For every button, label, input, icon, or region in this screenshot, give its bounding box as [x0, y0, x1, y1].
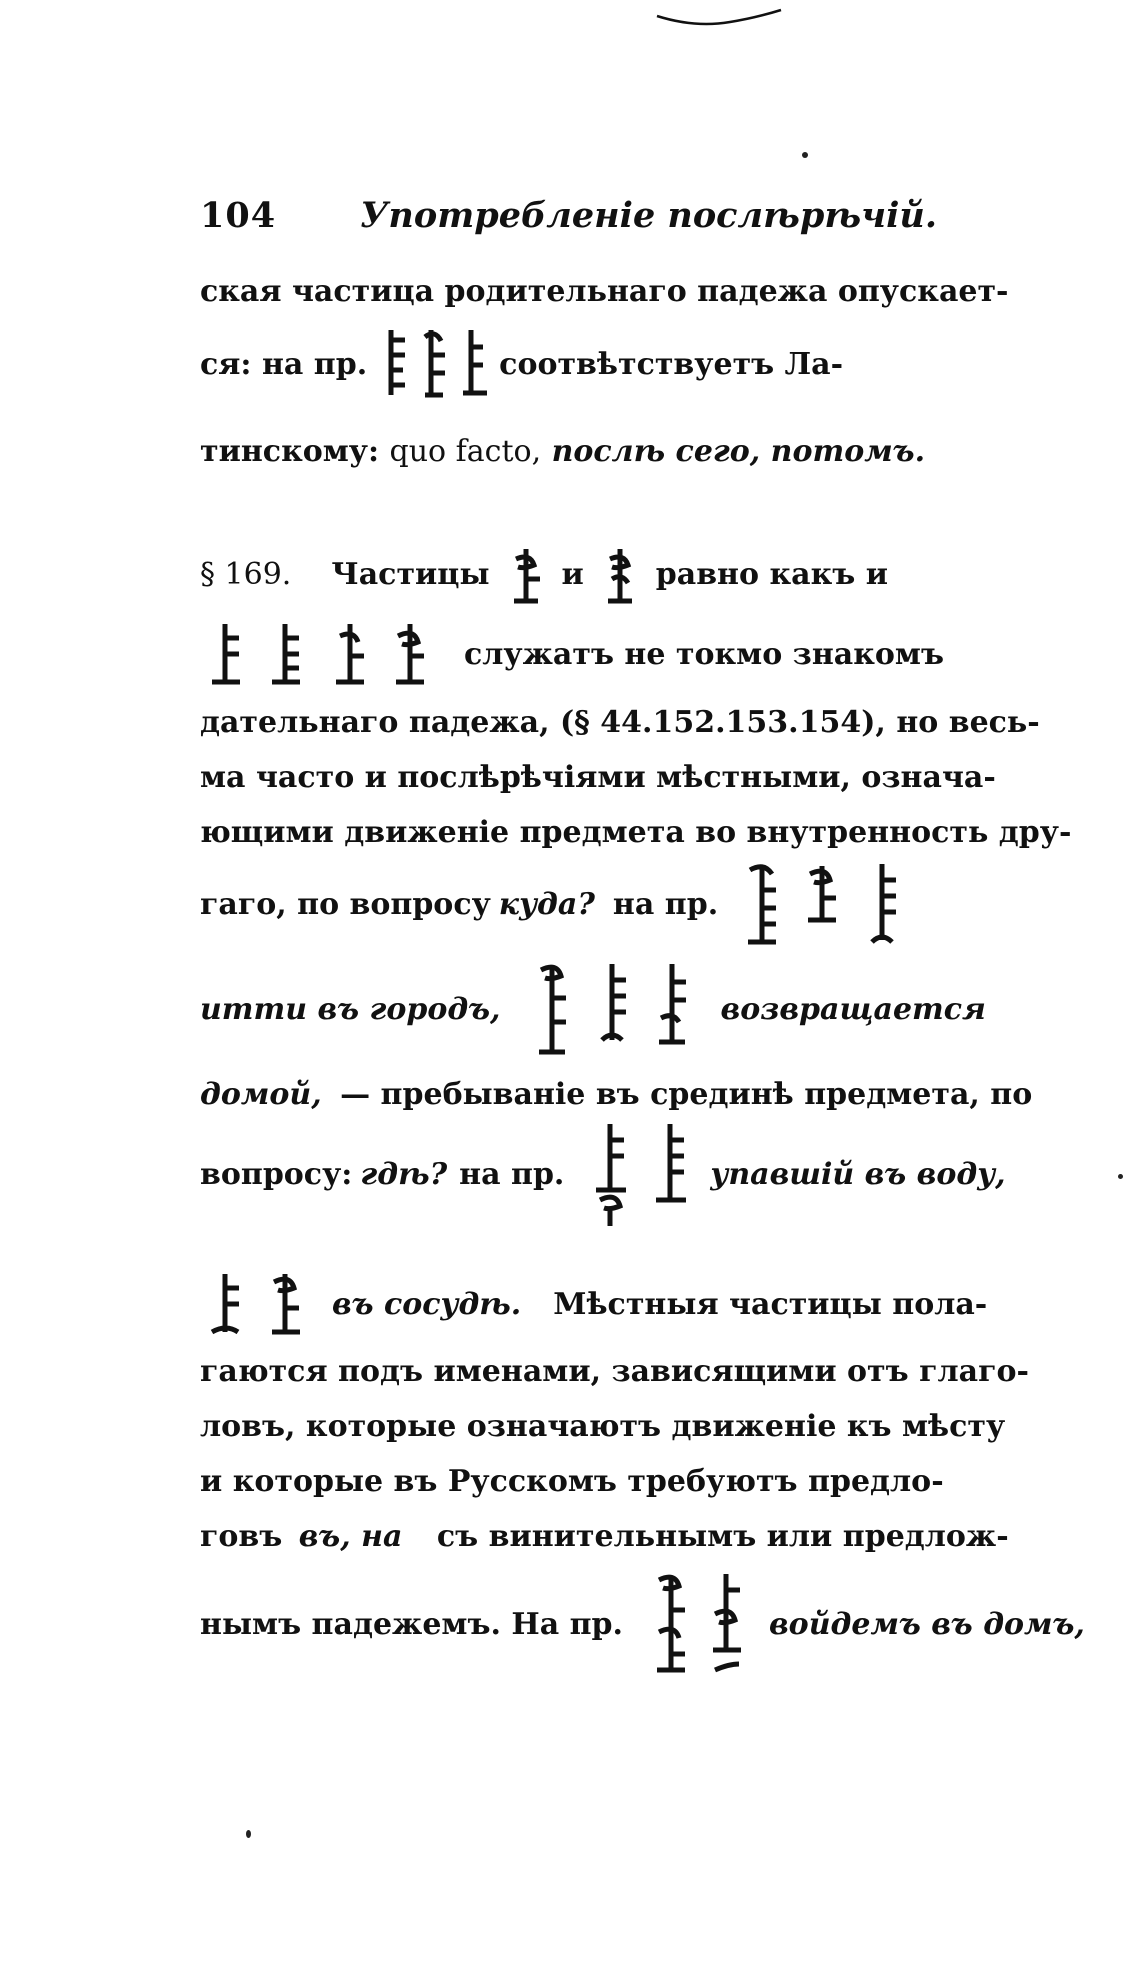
- page-number: 104: [200, 195, 277, 236]
- text-run-italic: въ, на: [298, 1519, 403, 1554]
- text-line: [200, 1462, 1030, 1502]
- text-run: ся: на пр.: [200, 347, 368, 382]
- text-run-italic: гдѣ?: [360, 1157, 448, 1192]
- mongolian-word-glyph: [732, 860, 912, 950]
- text-line: [200, 545, 1030, 605]
- text-run: ловъ, которые означаютъ движеніе къ мѣсту: [200, 1409, 1006, 1444]
- mongolian-word-glyph: [580, 1120, 700, 1230]
- text-run: и которые въ Русскомъ требуютъ предло-: [200, 1464, 944, 1499]
- text-run: на пр.: [612, 887, 719, 922]
- text-run: ющими движеніе предмета во внутренность дру-: [200, 815, 1072, 850]
- text-run: quo facto,: [389, 434, 542, 469]
- speck: [802, 152, 808, 158]
- text-run-italic: въ сосудѣ.: [332, 1287, 522, 1322]
- text-line: [200, 860, 1030, 950]
- text-run-italic: войдемъ въ домъ,: [768, 1607, 1085, 1642]
- text-run: гаго, по вопросу: [200, 887, 491, 922]
- running-header: [200, 195, 960, 236]
- mongolian-word-glyph: [641, 1570, 751, 1680]
- mongolian-word-glyph: [200, 1270, 320, 1340]
- text-line: [200, 758, 1030, 798]
- text-line: [200, 813, 1072, 853]
- text-line: [200, 1075, 1033, 1115]
- text-run: соотвѣтствуетъ Ла-: [499, 347, 844, 382]
- text-run: — пребываніе въ срединѣ предмета, по: [340, 1077, 1033, 1112]
- text-run: вопросу:: [200, 1157, 353, 1192]
- text-run: служатъ не токмо знакомъ: [464, 637, 944, 672]
- text-run-italic: упавшій въ воду,: [710, 1157, 1006, 1192]
- mongolian-particle-glyph: [506, 545, 546, 605]
- text-line: [200, 1270, 1030, 1340]
- text-run-italic: послѣ сего, потомъ.: [551, 434, 926, 469]
- text-run: и: [561, 557, 584, 592]
- text-run: ская частица родительнаго падежа опускает-: [200, 274, 1009, 309]
- text-line: [200, 1517, 1030, 1557]
- running-title: Употребленіе послѣрѣчій.: [360, 195, 938, 236]
- text-line: [200, 1570, 1085, 1680]
- text-line: [200, 620, 1030, 690]
- text-run-italic: домой,: [200, 1077, 322, 1112]
- text-run: Мѣстныя частицы пола-: [553, 1287, 988, 1322]
- section-number: § 169.: [200, 557, 292, 592]
- text-line: [200, 1352, 1030, 1392]
- text-run: дательнаго падежа, (§ 44.152.153.154), но весь-: [200, 705, 1040, 740]
- text-run: ма часто и послѣрѣчіями мѣстными, означа-: [200, 760, 996, 795]
- text-run: съ винительнымъ или предлож-: [436, 1519, 1009, 1554]
- mongolian-particle-glyph: [600, 545, 640, 605]
- text-line: [200, 703, 1040, 743]
- text-line: [200, 325, 1030, 405]
- text-run: гаются подъ именами, зависящими отъ глаго-: [200, 1354, 1029, 1389]
- text-line: [200, 1120, 1030, 1230]
- text-run: Частицы: [331, 557, 490, 592]
- speck: [246, 1830, 251, 1838]
- text-line: [200, 1407, 1030, 1447]
- speck: [1118, 1174, 1123, 1179]
- mongolian-word-glyph: [527, 960, 707, 1060]
- text-line: [200, 960, 1030, 1060]
- mongolian-word-glyph: [381, 325, 491, 405]
- text-line: [200, 272, 1030, 312]
- text-run: равно какъ и: [655, 557, 888, 592]
- text-run: говъ: [200, 1519, 283, 1554]
- text-run-italic: итти въ городъ,: [200, 992, 501, 1027]
- text-run-italic: куда?: [498, 887, 595, 922]
- text-run-italic: возвращается: [720, 992, 986, 1027]
- text-run: на пр.: [459, 1157, 565, 1192]
- text-line: [200, 432, 1030, 472]
- text-run: нымъ падежемъ. На пр.: [200, 1607, 623, 1642]
- ink-mark: [655, 8, 785, 30]
- mongolian-particles-glyph: [200, 620, 450, 690]
- text-run: тинскому:: [200, 434, 380, 469]
